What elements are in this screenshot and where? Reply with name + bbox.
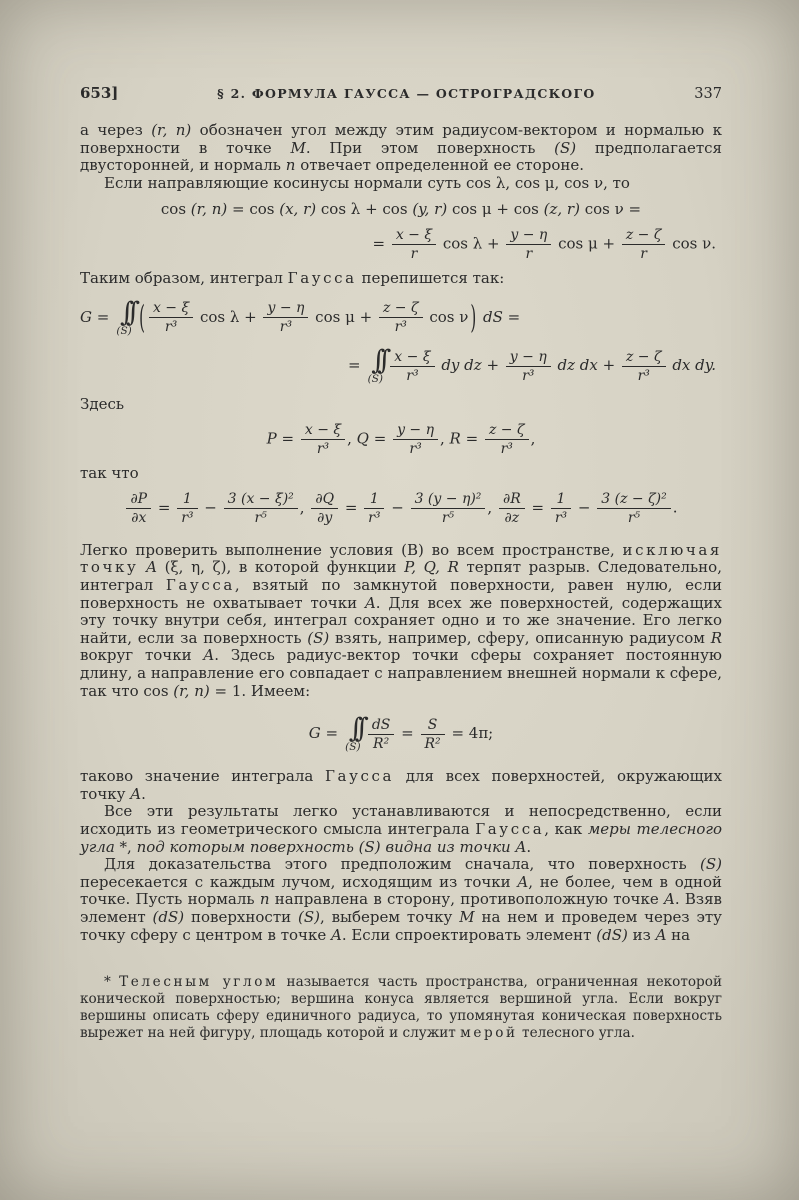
fraction: $\frac{y - \eta}{\text{r³}}$ [263,300,308,335]
text-run: = [153,498,176,517]
paragraph-proof [80,856,722,944]
text-run: обозначен угол между этим радиусом-вектором и нормалью к поверхности в точке [80,121,722,157]
text-run: + [481,356,504,375]
text-run: на [666,925,691,944]
text-run: называется часть пространства, ограниченная некоторой конической поверхностью; вершина конуса является вершиной угла. Если вокруг вершины описать сферу единичного радиуса, то упомянутая коническая поверхность вырежет на ней фигуру, площадь которой и служит [80,974,722,1042]
formula-gauss-integral-line1 [80,296,722,337]
text-run: A [330,925,342,944]
page-header [80,84,722,102]
footnote-text [80,974,722,1042]
text-run: − [199,498,222,517]
text-run: а через [80,121,152,139]
text-run: M [290,138,306,157]
paragraph-value [80,768,722,803]
text-run: Если направляющие косинусы нормали суть cos λ, cos μ, cos ν, то [104,173,630,192]
footnote [80,974,722,1042]
text-run: поверхности [184,907,298,926]
text-run: = [372,234,390,253]
text-run: Телесным углом [119,974,279,991]
text-run: = [276,429,299,448]
text-run: из [627,925,656,944]
text-run: Для доказательства этого предположим сначала, что поверхность [104,855,701,874]
text-run: = 1. Имеем: [209,681,311,700]
text-run: Гаусса [165,575,235,594]
text-run: cos μ + cos [447,200,544,219]
text-run: Легко проверить выполнение условия (В) во всем пространстве, [80,540,623,559]
text-run: R [449,429,461,448]
fraction: $\frac{z - \zeta}{\text{r³}}$ [622,349,666,384]
fraction: $\frac{y - \eta}{\text{r³}}$ [393,422,438,457]
text-run: (S) [554,138,577,157]
text-run: A [655,925,667,944]
text-run: , [299,498,310,517]
text-run: . Взяв элемент [80,890,723,926]
text-run: отвечает определенной ее стороне. [295,156,584,175]
text-run: Гаусса [325,767,395,786]
text-run: cos ν [424,307,469,326]
double-integral-sign: ∫∫ (S) [116,296,133,337]
text-run: cos ν = [579,200,642,219]
text-run: cos ν. [667,234,716,253]
text-run: P [266,429,277,448]
text-run: * [104,974,120,991]
text-run: = 4π; [446,724,494,743]
text-run: . [672,498,678,517]
text-run: = [502,307,521,326]
text-run: предполагается двусторонней, и нормаль [80,138,722,175]
text-run: = [526,498,549,517]
page-number: 337 [694,86,722,102]
text-block [80,84,722,1042]
text-run: cos λ + cos [316,200,413,219]
text-run: n [259,890,270,909]
text-run: n [285,156,296,175]
text-run: cos [160,200,191,219]
double-integral-sign: ∫∫ (S) [367,345,384,385]
fraction: $\frac{z - \zeta}{r}$ [622,227,666,262]
text-run: Гаусса [475,820,545,839]
fraction: $\frac{1}{\text{r³}}$ [177,491,197,526]
text-run: . Для всех же поверхностей, содержащих эту точку внутри себя, интеграл сохраняет одно и то же значение. Его легко найти, если за поверхность [80,593,722,647]
paragraph-cosines [80,175,722,193]
text-run: = [340,498,363,517]
fraction: $\frac{y - \eta}{r}$ [506,227,551,262]
text-run: − [386,498,409,517]
fraction: $\frac{\text{3 (z − ζ)²}}{\text{r⁵}}$ [597,491,671,526]
text-run: (S) [307,628,330,647]
text-run: G [80,307,92,326]
text-run: вокруг точки [80,646,204,665]
text-run: взять, например, сферу, описанную радиусом [329,628,711,647]
text-run: (dS) [152,907,185,926]
text-run: Все эти результаты легко устанавливаются и непосредственно, если исходить из геометрического смысла интеграла [80,802,722,839]
formula-sphere [80,713,722,753]
text-run: dx dy. [667,356,716,375]
text-run: Гаусса [287,269,357,288]
text-run: = [320,724,343,743]
text-run: (r, n) [190,200,228,219]
text-run: . [141,784,146,803]
paragraph-condition-b [80,542,722,700]
fraction: $\frac{\partial P}{\partial x}$ [126,491,151,526]
text-run: исключая точку [80,540,722,577]
fraction: $\frac{1}{\text{r³}}$ [551,491,571,526]
fraction: $\frac{x - \xi}{\text{r³}}$ [301,422,345,457]
text-run: Здесь [80,395,125,414]
text-run: (z, r) [543,200,580,219]
fraction: $\frac{z - \zeta}{\text{r³}}$ [485,422,529,457]
text-run: R [710,628,722,647]
text-run: перепишется так: [356,269,505,288]
text-run: , как [544,820,588,839]
text-run: A [517,872,529,891]
text-run: для всех поверхностей, окружающих точку [80,767,722,803]
text-run: (y, r) [412,200,448,219]
text-run: A [203,646,215,665]
text-run: G [308,724,321,743]
text-run: меры телесного угла [80,820,723,856]
fraction: $\frac{dS}{\text{R²}}$ [368,717,395,752]
text-run: , [440,429,450,448]
text-run: = [460,429,483,448]
text-run: (r, n) [151,121,192,139]
text-run: , выберем точку [319,907,460,926]
text-run: cos λ + [195,307,262,326]
text-run: = cos [227,200,280,219]
text-run: терпят разрыв. Следовательно, интеграл [80,558,722,594]
formula-cos-line2 [80,227,722,262]
fraction: $\frac{1}{\text{r³}}$ [364,491,384,526]
text-run: = [91,307,115,326]
text-run: (S) [297,907,320,926]
text-run: , взятый по замкнутой поверхности, равен нулю, если поверхность не охватывает точки [80,575,722,612]
big-paren: ( [139,298,145,337]
formula-pqr [80,422,722,457]
text-run: = [347,356,366,375]
text-run: (r, n) [173,681,210,700]
text-run: телесного угла. [517,1025,635,1042]
formula-derivatives [80,491,722,526]
text-run: . Если спроектировать элемент [341,925,597,944]
double-integral-sign: ∫∫ (S) [345,713,361,753]
text-run: = [368,429,392,448]
big-paren: ) [470,298,477,337]
text-run: A [130,784,142,803]
text-run: под которым поверхность (S) видна из точки A [136,837,527,856]
text-run: *, [114,837,137,856]
text-run: dz dx [552,356,598,375]
fraction: $\frac{\partial R}{\partial z}$ [499,491,525,526]
paragraph-so-that [80,465,722,483]
text-run: (ξ, η, ζ), в которой функции [156,558,405,577]
fraction: $\frac{x - \xi}{\text{r³}}$ [149,300,193,335]
text-run: dS [478,307,503,326]
text-run: − [573,498,596,517]
fraction: $\frac{\text{3 (x − ξ)²}}{\text{r⁵}}$ [224,491,298,526]
text-run: = [396,724,419,743]
fraction: $\frac{y - \eta}{\text{r³}}$ [506,349,551,384]
text-run: направлена в сторону, противоположную точке [269,890,664,909]
text-run: , не более, чем в одной точке. Пусть нормаль [80,872,722,909]
text-run: пересекается с каждым лучом, исходящим из точки [80,872,518,891]
text-run: Q [356,429,369,448]
text-run: , [530,429,536,448]
text-run: Таким образом, интеграл [80,269,288,288]
text-run: , [487,498,497,517]
fraction: $\frac{\text{3 (y − η)²}}{\text{r⁵}}$ [411,491,486,526]
text-run: M [459,907,475,926]
formula-gauss-integral-line2 [80,345,722,385]
formula-cos-line1 [80,200,722,219]
text-run: . При этом поверхность [305,138,555,157]
paragraph-here [80,396,722,414]
section-number: 653] [80,84,119,102]
paragraph-thus [80,270,722,288]
text-run: A [664,890,675,909]
paragraph-solid-angle [80,803,722,856]
text-run [138,558,146,576]
text-run: . Здесь радиус-вектор точки сферы сохраняет постоянную длину, а направление его совпадает с направлением внешней нормали к сфере, так что cos [80,646,722,700]
fraction: $\frac{\partial Q}{\partial y}$ [311,491,338,526]
text-run: A [364,593,376,612]
text-run: cos μ + [553,234,620,253]
text-run: (S) [700,855,722,874]
text-run: A [146,558,157,577]
text-run: dy dz [436,356,482,375]
text-run: на нем и проведем через эту точку сферу с центром в точке [80,907,722,944]
text-run: + [597,356,620,375]
text-run: таково значение интеграла [80,767,325,786]
text-run: так что [80,463,139,482]
running-head: § 2. ФОРМУЛА ГАУССА — ОСТРОГРАДСКОГО [217,86,596,101]
fraction: $\frac{x - \xi}{\text{r³}}$ [390,349,434,384]
text-run: P, Q, R [404,558,459,577]
text-run: мерой [460,1025,518,1042]
text-run: cos λ + [438,234,505,253]
fraction: $\frac{z - \zeta}{\text{r³}}$ [379,300,423,335]
text-run: (dS) [596,925,628,944]
text-run: cos μ + [310,307,377,326]
text-run: (x, r) [279,200,317,219]
fraction: $\frac{S}{\text{R²}}$ [421,717,445,752]
text-run: . [526,837,532,856]
paragraph-intro [80,122,722,175]
fraction: $\frac{x - \xi}{r}$ [392,227,436,262]
text-run: , [347,429,357,448]
